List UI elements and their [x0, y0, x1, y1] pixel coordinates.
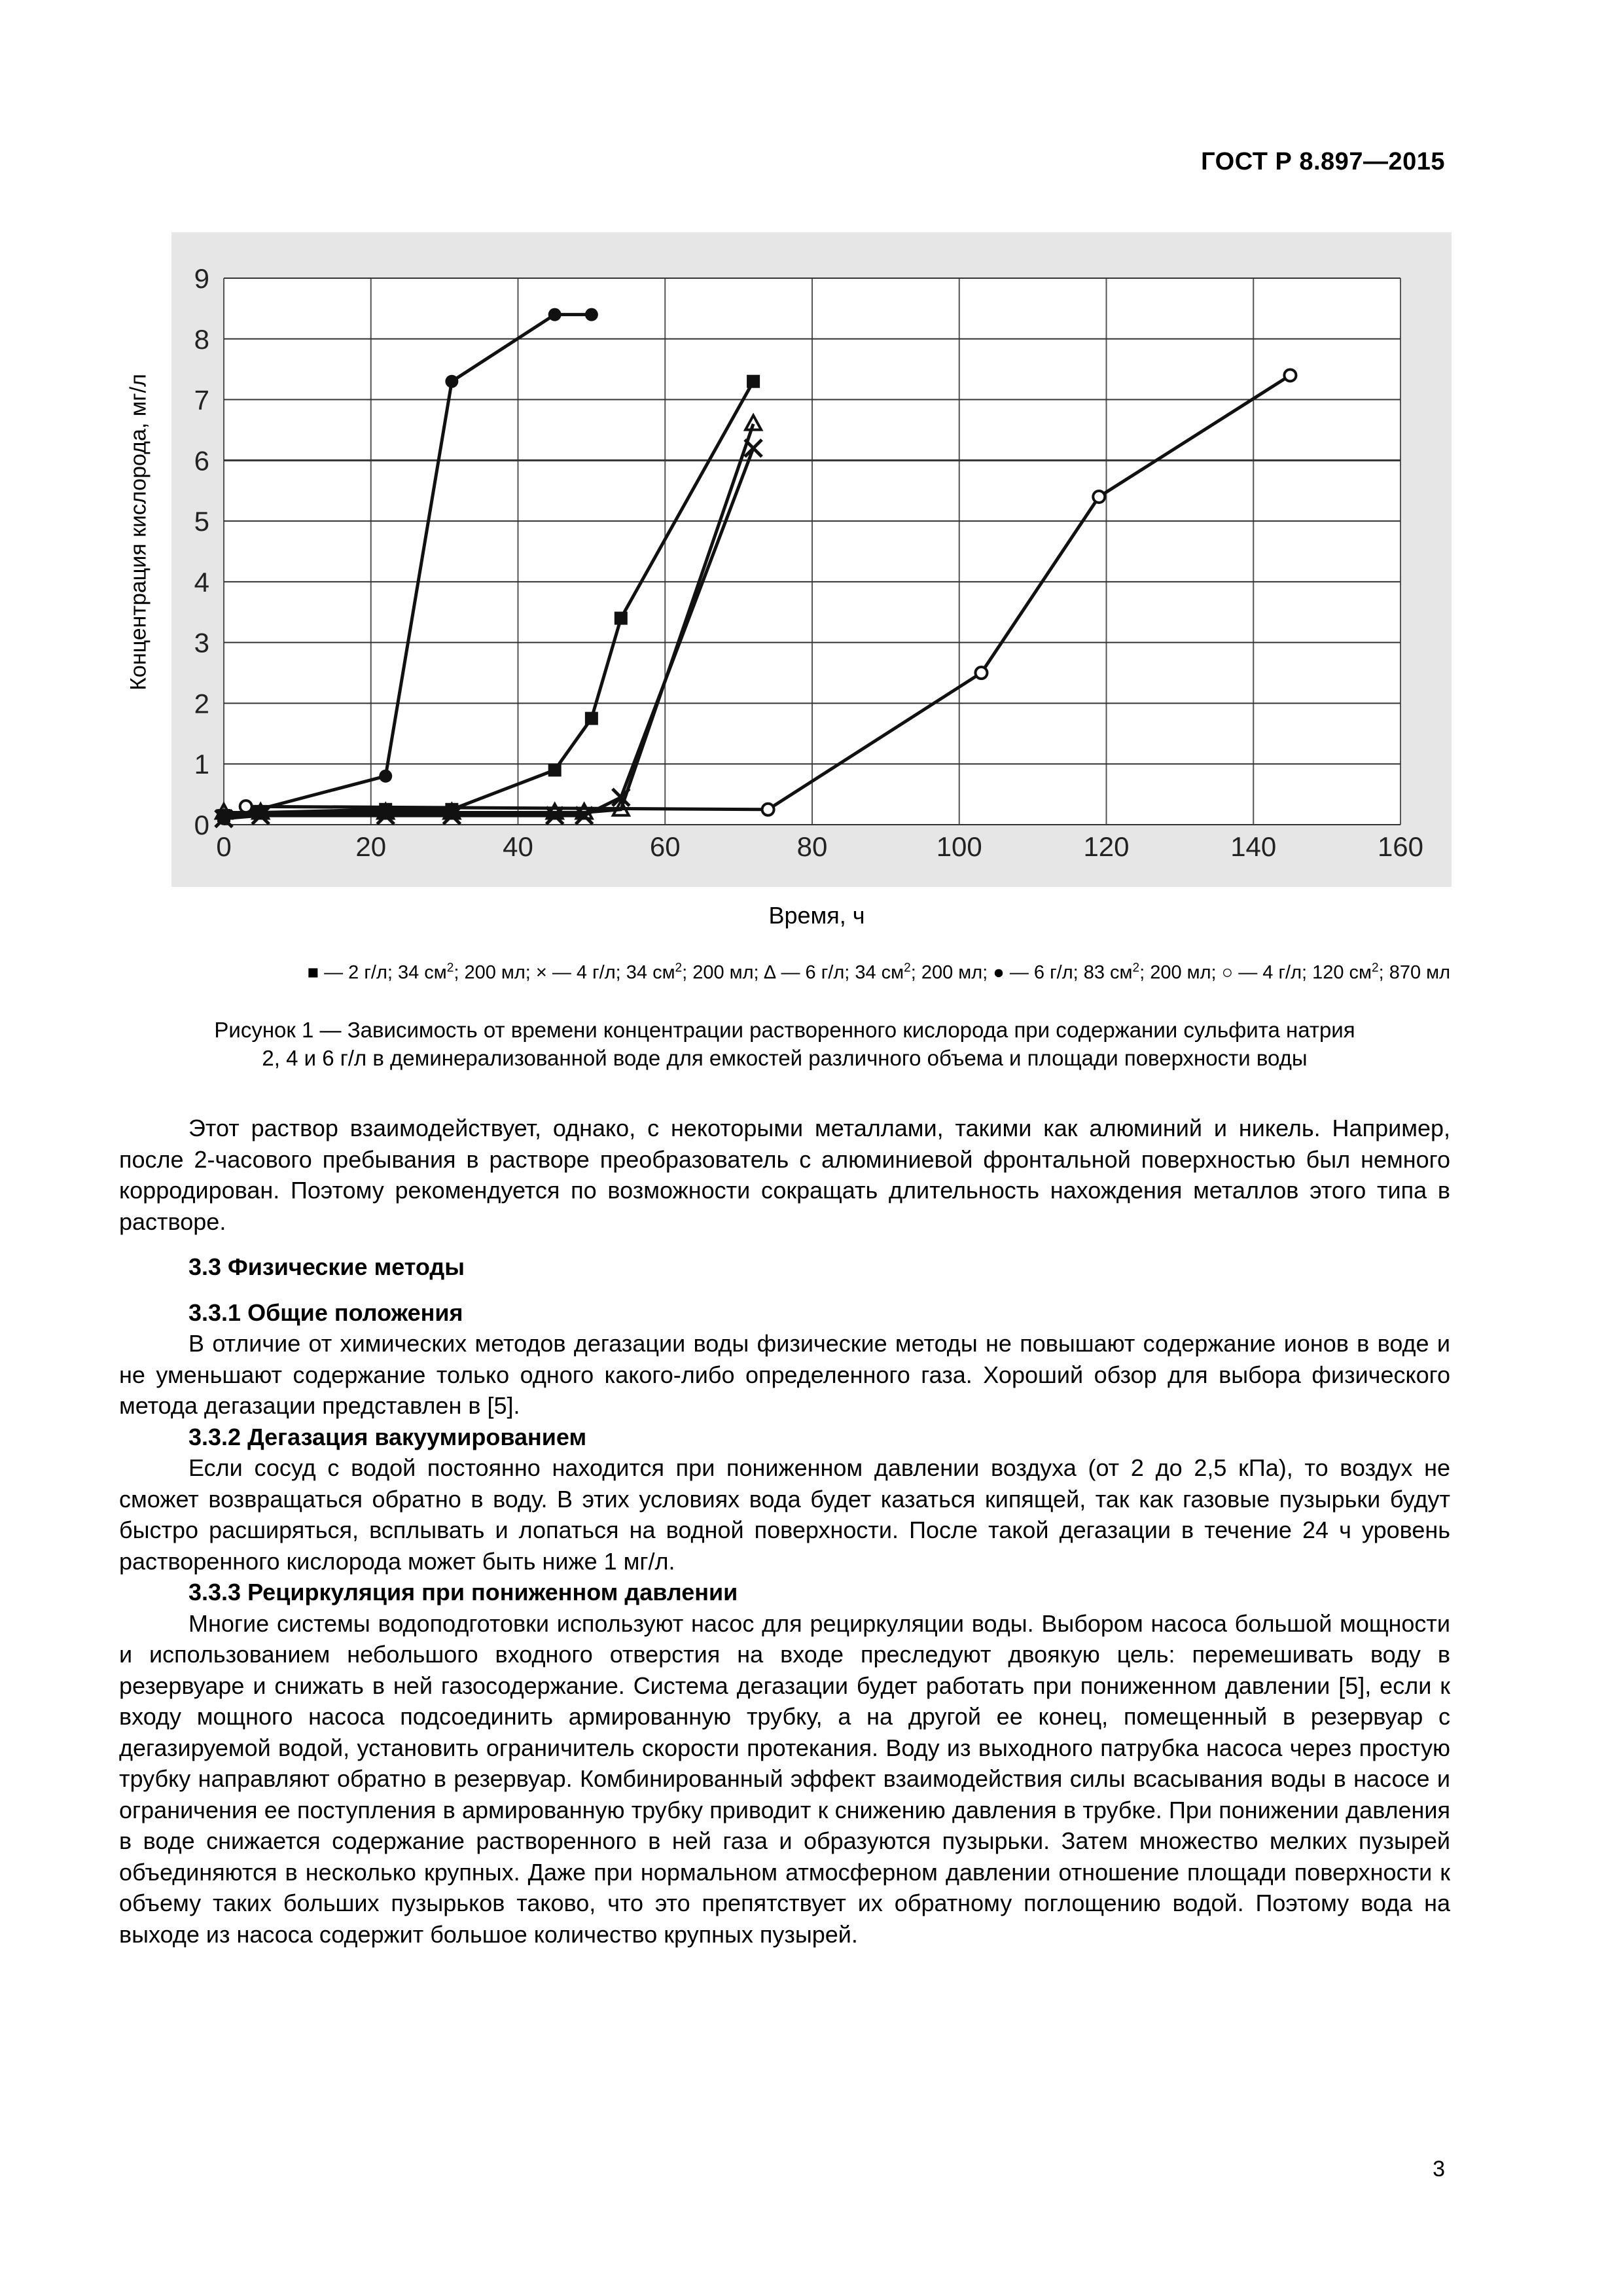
- y-tick-label: 4: [194, 566, 209, 598]
- paragraph: Многие системы водоподготовки используют насос для рециркуляции воды. Выбором насоса большой мощности и использованием небольшого входного отверстия на входе преследуют двоякую цель: перемешивать воду в резервуаре и снижать в ней газосодержание. Система дегазации будет работать при пониженном давлении [5], если к входу мощного насоса подсоединить армированную трубку, а на другой ее конец, помещенный в резервуар с дегазируемой водой, установить ограничитель скорости протекания. Воду из выходного патрубка насоса через простую трубку направляют обратно в резервуар. Комбинированный эффект взаимодействия силы всасывания воды в насосе и ограничения ее поступления в армированную трубку приводит к снижению давления в трубке. При понижении давления в воде снижается содержание растворенного в ней газа и образуются пузырьки. Затем множество мелких пузырей объединяются в несколько крупных. Даже при нормальном атмосферном давлении отношение площади поверхности к объему таких больших пузырьков таково, что это препятствует их обратному поглощению водой. Поэтому вода на выходе из насоса содержит большое количество крупных пузырей.: [119, 1609, 1450, 1948]
- section-heading: 3.3.1 Общие положения: [188, 1299, 463, 1326]
- y-tick-label: 3: [194, 627, 209, 658]
- chart-legend: [119, 961, 1450, 984]
- data-point-square: [747, 375, 760, 388]
- y-axis-label: Концентрация кислорода, мг/л: [126, 374, 151, 691]
- data-point-square: [548, 764, 562, 777]
- data-point-filled-circle: [379, 770, 392, 783]
- cross-marker-icon: ×: [535, 961, 547, 983]
- y-tick-label: 0: [194, 810, 209, 840]
- standard-code: ГОСТ Р 8.897—2015: [1201, 148, 1445, 175]
- data-point-filled-circle: [585, 308, 598, 321]
- section-heading: 3.3.3 Рециркуляция при пониженном давлении: [188, 1579, 738, 1605]
- y-tick-label: 7: [194, 384, 209, 416]
- paragraph: Этот раствор взаимодействует, однако, с некоторыми металлами, такими как алюминий и никель. Например, после 2-часового пребывания в растворе преобразователь с алюминиевой фронтальной поверхностью был немного корродирован. Поэтому рекомендуется по возможности сокращать длительность нахождения металлов этого типа в растворе.: [119, 1115, 1450, 1235]
- section-heading: 3.3.2 Дегазация вакуумированием: [188, 1423, 587, 1450]
- data-point-open-circle: [240, 800, 252, 812]
- legend-item: ∆ — 6 г/л; 34 $см^2$; 200 мл;: [764, 961, 993, 983]
- data-point-open-circle: [975, 667, 987, 679]
- section-heading: 3.3 Физические методы: [188, 1253, 465, 1280]
- y-tick-label: 2: [194, 688, 209, 719]
- oxygen-concentration-chart: [0, 0, 1623, 890]
- figure-caption: [119, 1016, 1450, 1072]
- y-tick-label: 9: [194, 263, 209, 294]
- x-tick-label: 100: [936, 831, 982, 862]
- data-point-open-circle: [1284, 369, 1296, 381]
- open-circle-marker-icon: ○: [1221, 961, 1234, 983]
- filled-circle-marker-icon: ●: [993, 961, 1005, 983]
- x-tick-label: 120: [1083, 831, 1130, 862]
- legend-item: ■ — 2 г/л; 34 $см^2$; 200 мл;: [307, 961, 536, 983]
- x-axis-label: Время, ч: [768, 902, 865, 929]
- body-text: [119, 1113, 1450, 1950]
- caption-line: Рисунок 1 — Зависимость от времени концентрации растворенного кислорода при содержании сульфита натрия: [214, 1018, 1355, 1042]
- y-tick-label: 6: [194, 445, 209, 476]
- data-point-open-circle: [1093, 491, 1105, 503]
- data-point-square: [615, 612, 628, 625]
- legend-item: ● — 6 г/л; 83 $см^2$; 200 мл;: [993, 961, 1222, 983]
- x-tick-label: 60: [649, 831, 681, 862]
- data-point-filled-circle: [217, 812, 230, 825]
- y-tick-label: 8: [194, 323, 209, 355]
- y-tick-label: 5: [194, 506, 209, 537]
- page-number: 3: [1433, 2157, 1445, 2181]
- square-marker-icon: ■: [307, 961, 319, 983]
- data-point-open-circle: [762, 804, 774, 816]
- x-tick-label: 160: [1377, 831, 1424, 862]
- data-point-square: [585, 712, 598, 725]
- data-point-filled-circle: [445, 375, 458, 388]
- x-tick-label: 140: [1230, 831, 1277, 862]
- legend-item: ○ — 4 г/л; 120 $см^2$; 870 мл: [1221, 961, 1450, 983]
- y-tick-label: 1: [194, 749, 209, 780]
- paragraph: Если сосуд с водой постоянно находится при пониженном давлении воздуха (от 2 до 2,5 кПа), то воздух не сможет возвращаться обратно в воду. В этих условиях вода будет казаться кипящей, так как газовые пузырьки будут быстро расширяться, всплывать и лопаться на водной поверхности. После такой дегазации в течение 24 ч уровень растворенного кислорода может быть ниже 1 мг/л.: [119, 1454, 1450, 1575]
- triangle-marker-icon: ∆: [764, 961, 776, 983]
- data-point-filled-circle: [548, 308, 562, 321]
- x-tick-label: 20: [355, 831, 387, 862]
- legend-item: × — 4 г/л; 34 $см^2$; 200 мл;: [535, 961, 764, 983]
- caption-line: 2, 4 и 6 г/л в деминерализованной воде для емкостей различного объема и площади поверхности воды: [262, 1046, 1308, 1070]
- x-tick-label: 80: [796, 831, 828, 862]
- paragraph: В отличие от химических методов дегазации воды физические методы не повышают содержание ионов в воде и не уменьшают содержание только одного какого-либо определенного газа. Хороший обзор для выбора физического метода дегазации представлен в [5].: [119, 1330, 1450, 1419]
- x-tick-label: 0: [216, 831, 232, 862]
- x-tick-label: 40: [503, 831, 533, 862]
